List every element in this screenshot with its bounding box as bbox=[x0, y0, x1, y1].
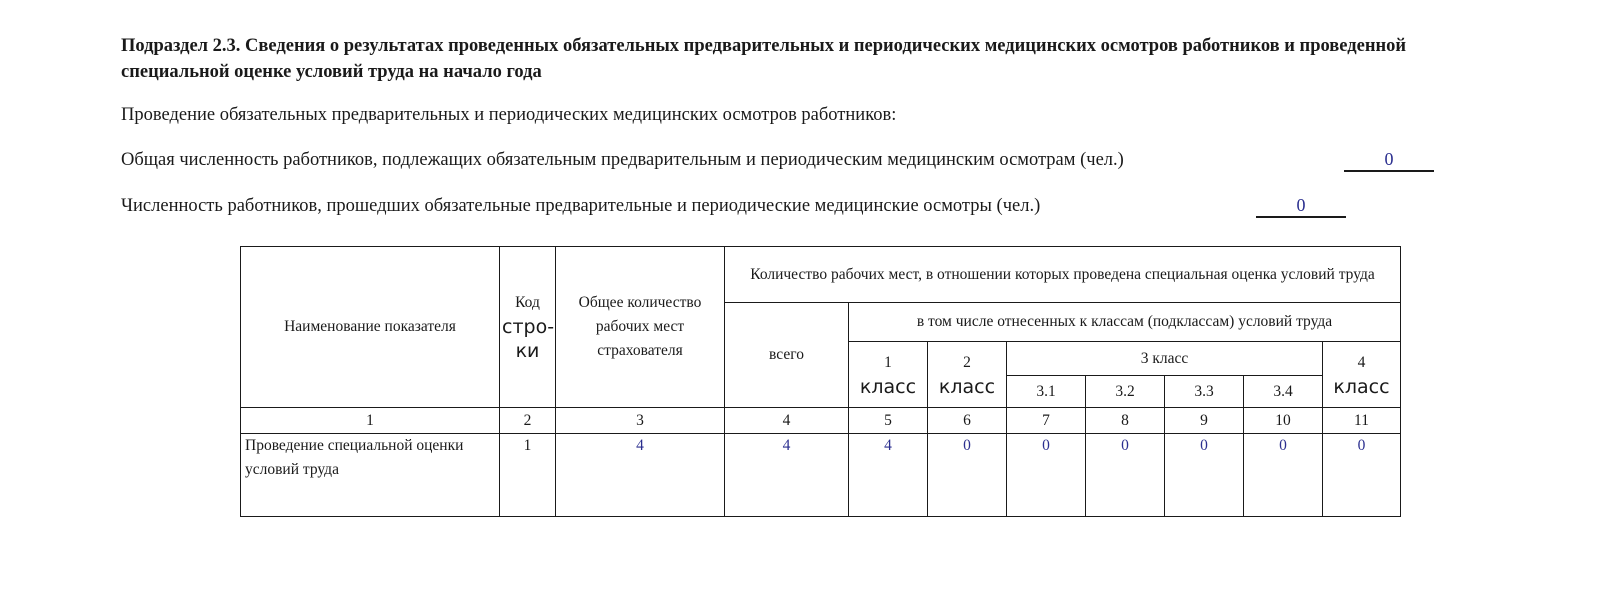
header-class-4-num: 4 bbox=[1357, 353, 1366, 371]
examined-employees-value[interactable]: 0 bbox=[1256, 194, 1346, 218]
header-class-1-word: класс bbox=[859, 375, 917, 398]
column-number: 4 bbox=[725, 408, 849, 434]
cell-class-3-4[interactable]: 0 bbox=[1244, 434, 1323, 517]
cell-class-3-3[interactable]: 0 bbox=[1165, 434, 1244, 517]
header-code-mid: стро- bbox=[502, 316, 555, 338]
header-code-bot: ки bbox=[515, 340, 540, 362]
total-employees-value[interactable]: 0 bbox=[1344, 148, 1434, 172]
header-class-2-word: класс bbox=[938, 375, 996, 398]
table-row bbox=[241, 434, 1401, 517]
column-number: 6 bbox=[928, 408, 1007, 434]
cell-class-4[interactable]: 0 bbox=[1323, 434, 1401, 517]
header-class-2 bbox=[928, 342, 1007, 408]
column-number: 1 bbox=[241, 408, 500, 434]
sout-table bbox=[240, 246, 1401, 517]
header-name: Наименование показателя bbox=[241, 247, 500, 408]
header-all: всего bbox=[725, 303, 849, 408]
header-sub-3-3: 3.3 bbox=[1165, 376, 1244, 408]
cell-total-workplaces[interactable]: 4 bbox=[556, 434, 725, 517]
header-class-4-word: класс bbox=[1333, 375, 1390, 398]
intro-text: Проведение обязательных предварительных и периодических медицинских осмотров работников: bbox=[121, 105, 897, 125]
column-number-row bbox=[241, 408, 1401, 434]
header-by-class-group: в том числе отнесенных к классам (подклассам) условий труда bbox=[849, 303, 1401, 342]
examined-employees-label: Численность работников, прошедших обязательные предварительные и периодические медицинские осмотры (чел.) bbox=[121, 196, 1041, 216]
header-sub-3-2: 3.2 bbox=[1086, 376, 1165, 408]
header-class-4 bbox=[1323, 342, 1401, 408]
column-number: 10 bbox=[1244, 408, 1323, 434]
column-number: 9 bbox=[1165, 408, 1244, 434]
header-class-1 bbox=[849, 342, 928, 408]
header-class-2-num: 2 bbox=[963, 353, 971, 371]
header-code bbox=[500, 247, 556, 408]
header-sub-3-4: 3.4 bbox=[1244, 376, 1323, 408]
header-class-3: 3 класс bbox=[1007, 342, 1323, 376]
header-total-workplaces: Общее количество рабочих мест страхователя bbox=[556, 247, 725, 408]
column-number: 8 bbox=[1086, 408, 1165, 434]
cell-class-3-1[interactable]: 0 bbox=[1007, 434, 1086, 517]
row-name: Проведение специальной оценки условий труда bbox=[241, 434, 500, 517]
total-employees-label: Общая численность работников, подлежащих обязательным предварительным и периодическим медицинским осмотрам (чел.) bbox=[121, 150, 1124, 170]
row-code: 1 bbox=[500, 434, 556, 517]
header-sub-3-1: 3.1 bbox=[1007, 376, 1086, 408]
column-number: 11 bbox=[1323, 408, 1401, 434]
header-assessed-group: Количество рабочих мест, в отношении которых проведена специальная оценка условий труда bbox=[725, 247, 1401, 303]
header-code-top: Код bbox=[515, 294, 540, 311]
cell-class-1[interactable]: 4 bbox=[849, 434, 928, 517]
cell-class-2[interactable]: 0 bbox=[928, 434, 1007, 517]
column-number: 2 bbox=[500, 408, 556, 434]
section-heading: Подраздел 2.3. Сведения о результатах проведенных обязательных предварительных и периодических медицинских осмотров работников и проведенной специальной оценке условий труда на начало года bbox=[121, 36, 1407, 82]
cell-class-3-2[interactable]: 0 bbox=[1086, 434, 1165, 517]
header-class-1-num: 1 bbox=[884, 353, 892, 371]
column-number: 7 bbox=[1007, 408, 1086, 434]
column-number: 5 bbox=[849, 408, 928, 434]
column-number: 3 bbox=[556, 408, 725, 434]
cell-all[interactable]: 4 bbox=[725, 434, 849, 517]
